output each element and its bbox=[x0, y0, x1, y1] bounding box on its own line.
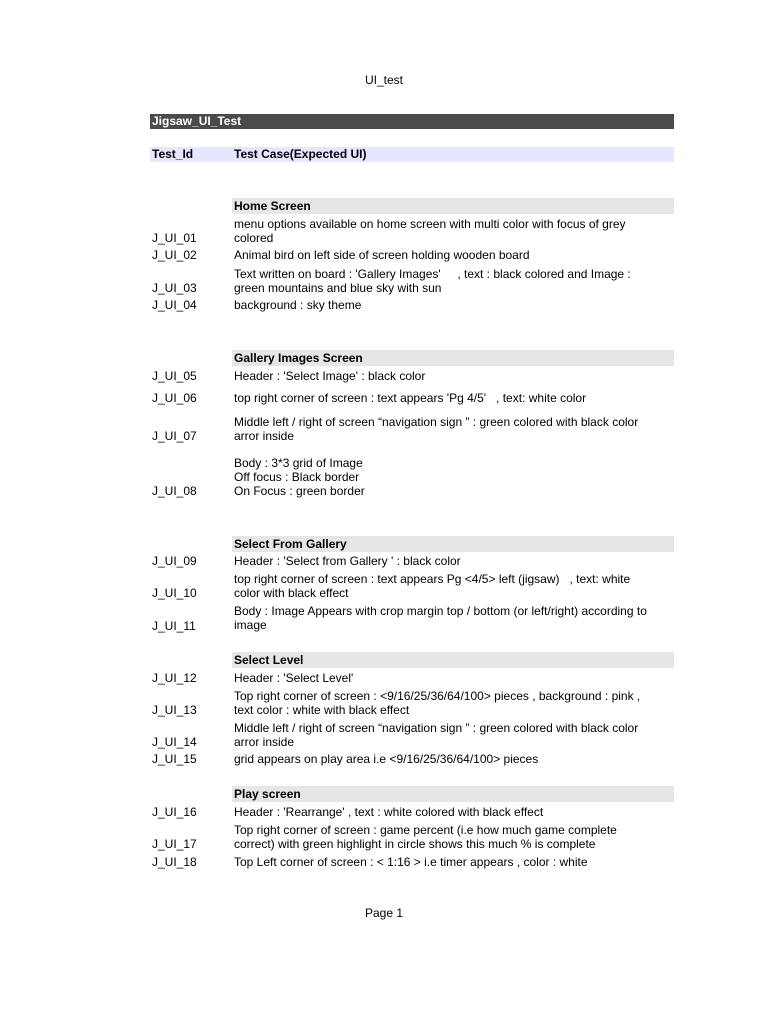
test-case: top right corner of screen : text appears 'Pg 4/5' , text: white color bbox=[234, 391, 587, 405]
test-id: J_UI_14 bbox=[152, 735, 197, 749]
test-case bbox=[234, 721, 674, 749]
test-case bbox=[234, 823, 674, 851]
test-id: J_UI_11 bbox=[152, 619, 196, 633]
test-case-line: menu options available on home screen with multi color with focus of grey bbox=[234, 217, 626, 231]
test-case-line: correct) with green highlight in circle shows this much % is complete bbox=[234, 837, 596, 851]
test-case-line: color with black effect bbox=[234, 586, 349, 600]
section-gallery-images-screen: Gallery Images Screen bbox=[232, 350, 674, 366]
test-id: J_UI_02 bbox=[152, 248, 197, 262]
test-case bbox=[234, 415, 674, 443]
column-header-test-case: Test Case(Expected UI) bbox=[234, 147, 367, 161]
test-case-line: text color : white with black effect bbox=[234, 703, 410, 717]
test-case: background : sky theme bbox=[234, 298, 362, 312]
test-case bbox=[234, 689, 674, 717]
test-case-line: Off focus : Black border bbox=[234, 470, 360, 484]
test-case-line: Middle left / right of screen “navigation sign ” : green colored with black color bbox=[234, 721, 639, 735]
test-case: grid appears on play area i.e <9/16/25/36/64/100> pieces bbox=[234, 752, 539, 766]
test-case-line: Top right corner of screen : game percent (i.e how much game complete bbox=[234, 823, 617, 837]
test-id: J_UI_16 bbox=[152, 805, 197, 819]
test-id: J_UI_08 bbox=[152, 484, 197, 498]
column-header-row bbox=[150, 147, 674, 162]
test-case: Animal bird on left side of screen holding wooden board bbox=[234, 248, 530, 262]
test-case-line: Middle left / right of screen “navigation sign ” : green colored with black color bbox=[234, 415, 639, 429]
test-case bbox=[234, 604, 674, 632]
test-id: J_UI_18 bbox=[152, 855, 197, 869]
sheet-title: Jigsaw_UI_Test bbox=[150, 114, 674, 129]
test-case bbox=[234, 572, 674, 600]
test-id: J_UI_01 bbox=[152, 231, 197, 245]
column-header-test-id: Test_Id bbox=[152, 147, 194, 161]
test-case-line: green mountains and blue sky with sun bbox=[234, 281, 442, 295]
test-case-line: Body : 3*3 grid of Image bbox=[234, 456, 363, 470]
page-header: UI_test bbox=[364, 73, 403, 87]
test-id: J_UI_03 bbox=[152, 281, 197, 295]
test-id: J_UI_17 bbox=[152, 837, 197, 851]
test-case-line: colored bbox=[234, 231, 274, 245]
test-case-line: Text written on board : 'Gallery Images' , text : black colored and Image : bbox=[234, 267, 631, 281]
test-case: Header : 'Select Image' : black color bbox=[234, 369, 426, 383]
test-case-line: Body : Image Appears with crop margin top / bottom (or left/right) according to bbox=[234, 604, 647, 618]
test-id: J_UI_15 bbox=[152, 752, 197, 766]
test-case-line: Top right corner of screen : <9/16/25/36/64/100> pieces , background : pink , bbox=[234, 689, 641, 703]
test-case-line: arror inside bbox=[234, 429, 295, 443]
test-id: J_UI_04 bbox=[152, 298, 197, 312]
section-home-screen: Home Screen bbox=[232, 198, 674, 214]
test-case bbox=[234, 217, 674, 245]
page-footer: Page 1 bbox=[364, 906, 404, 920]
test-case-line: top right corner of screen : text appears Pg <4/5> left (jigsaw) , text: white bbox=[234, 572, 631, 586]
test-case: Top Left corner of screen : < 1:16 > i.e timer appears , color : white bbox=[234, 855, 588, 869]
test-case bbox=[234, 456, 674, 498]
test-case bbox=[234, 267, 674, 295]
section-select-from-gallery: Select From Gallery bbox=[232, 536, 674, 552]
test-case-line: On Focus : green border bbox=[234, 484, 365, 498]
test-case: Header : 'Rearrange' , text : white colored with black effect bbox=[234, 805, 544, 819]
test-id: J_UI_13 bbox=[152, 703, 197, 717]
test-case: Header : 'Select from Gallery ' : black color bbox=[234, 554, 461, 568]
test-id: J_UI_10 bbox=[152, 586, 197, 600]
test-id: J_UI_09 bbox=[152, 554, 197, 568]
test-id: J_UI_12 bbox=[152, 671, 197, 685]
section-select-level: Select Level bbox=[232, 652, 674, 668]
test-id: J_UI_05 bbox=[152, 369, 197, 383]
section-play-screen: Play screen bbox=[232, 786, 674, 802]
test-id: J_UI_07 bbox=[152, 429, 197, 443]
test-id: J_UI_06 bbox=[152, 391, 197, 405]
test-case-line: image bbox=[234, 618, 267, 632]
test-case: Header : 'Select Level' bbox=[234, 671, 354, 685]
test-case-line: arror inside bbox=[234, 735, 295, 749]
